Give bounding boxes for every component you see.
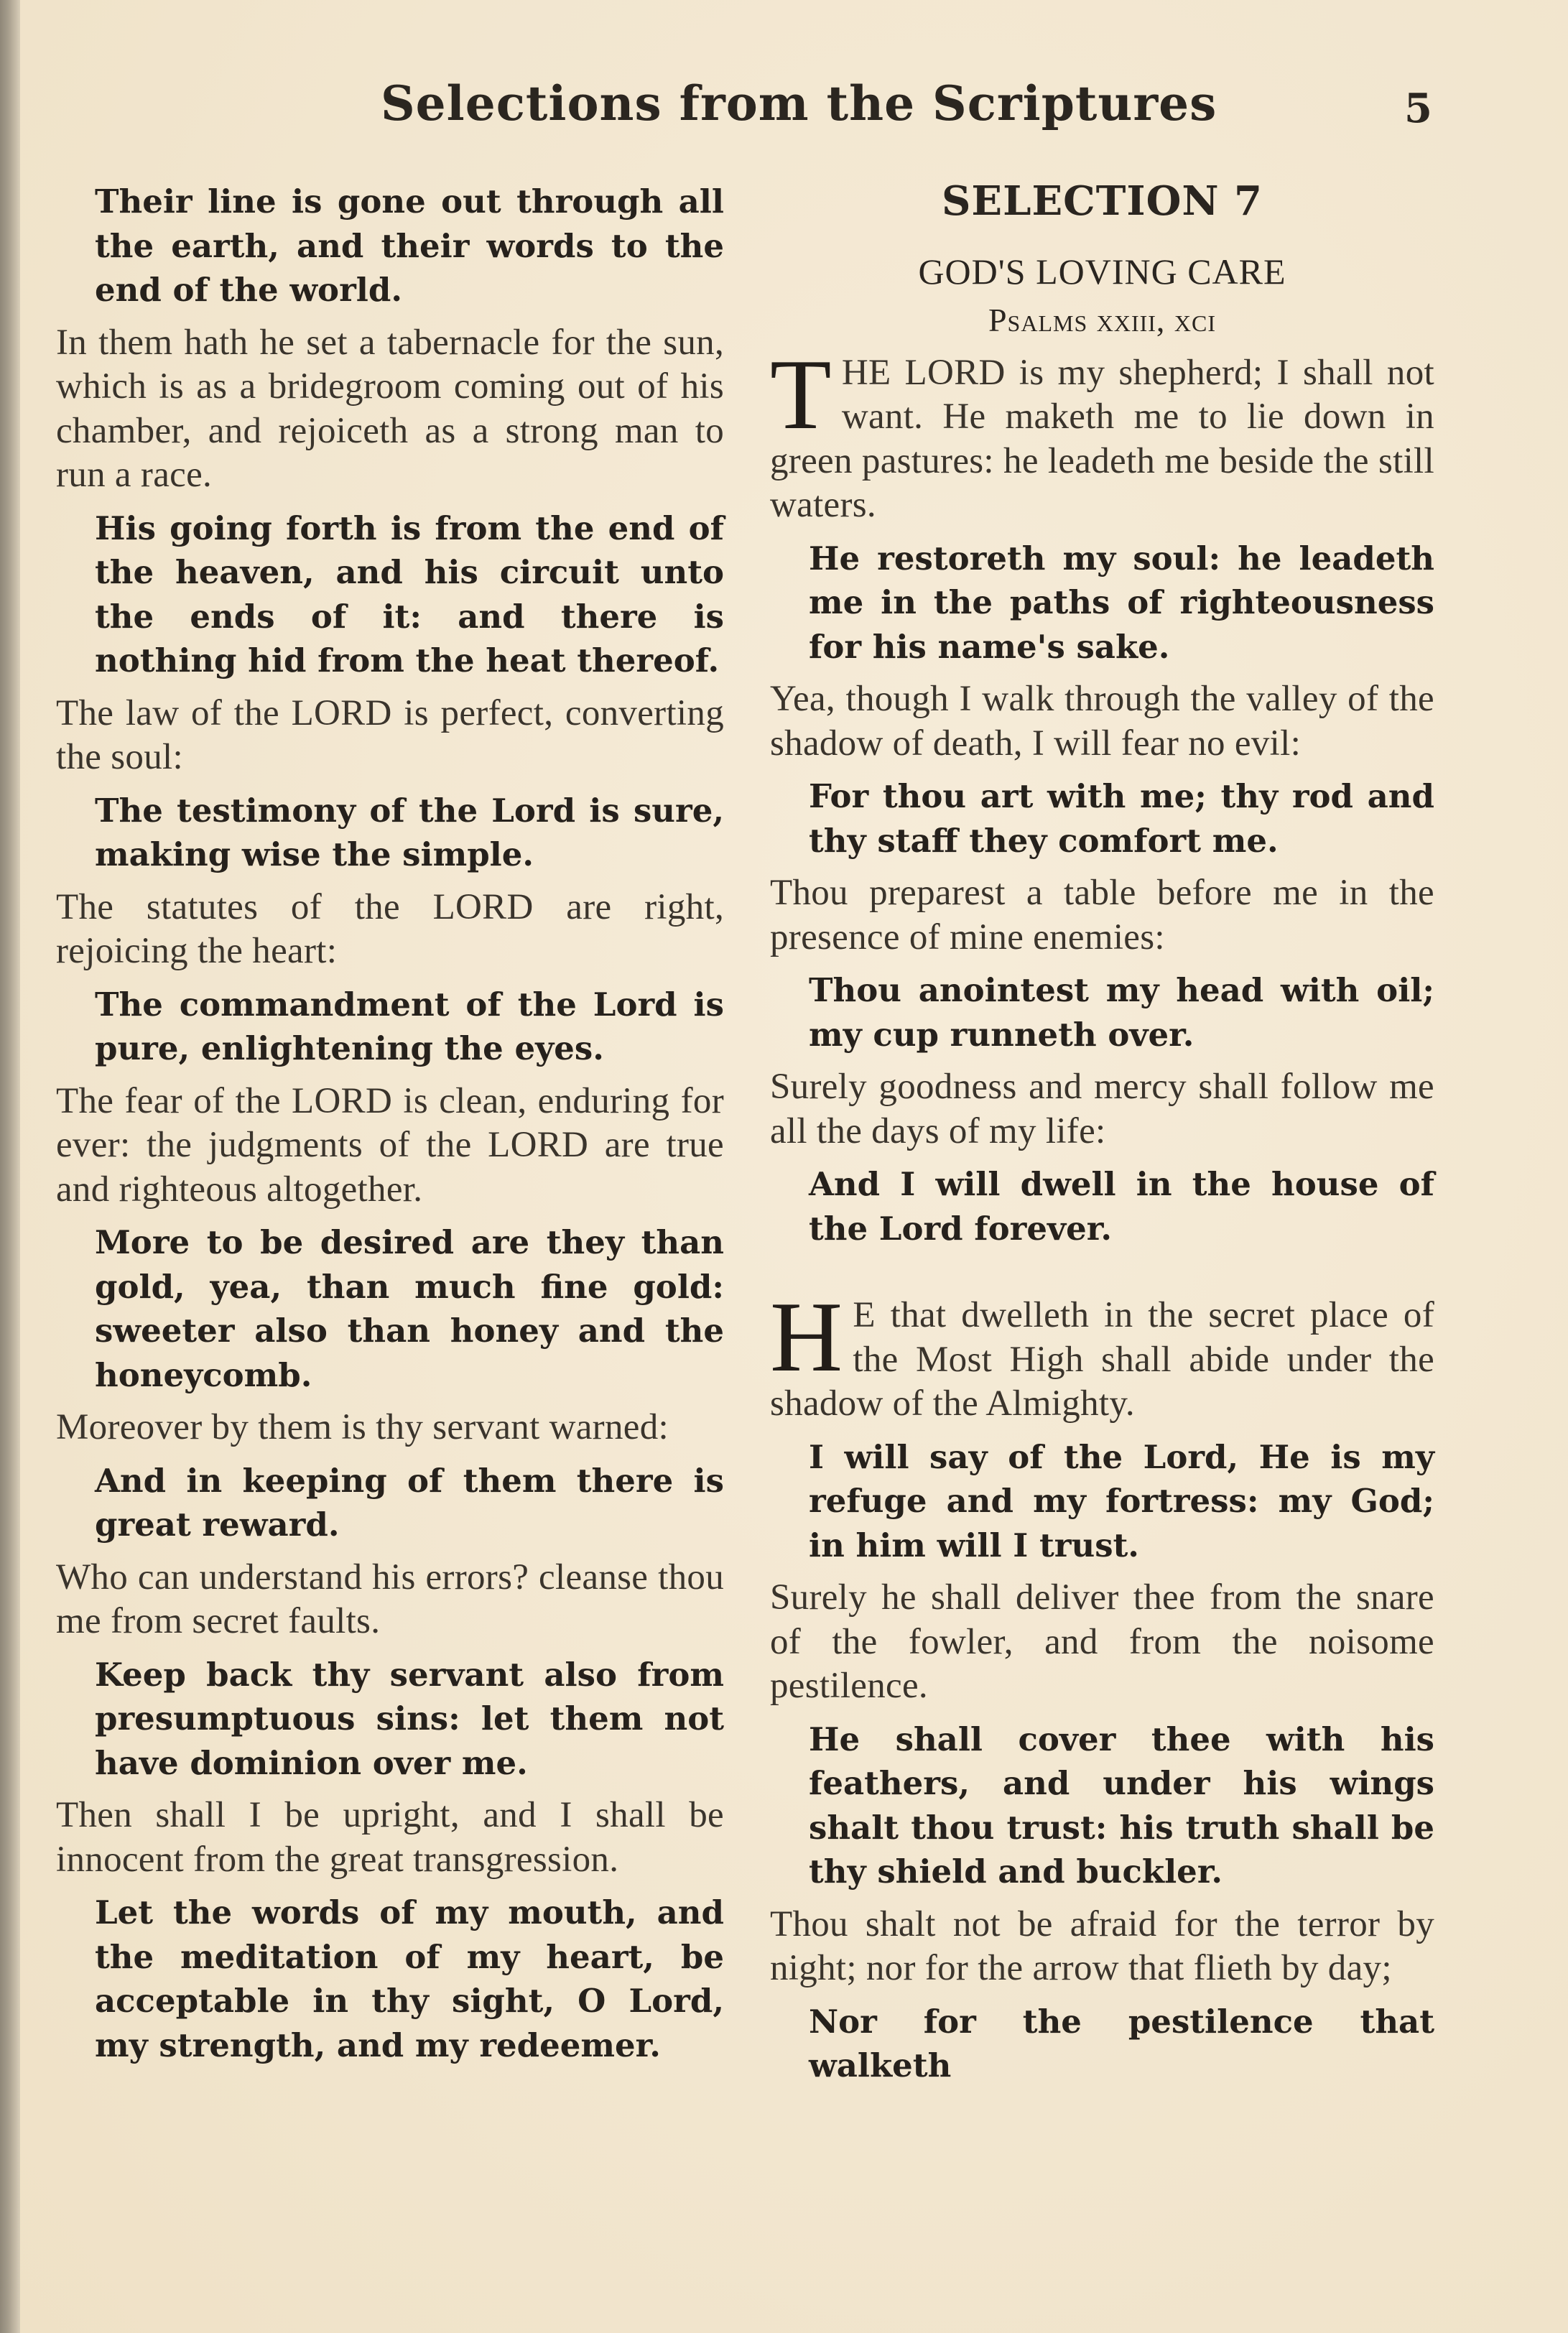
right-column bbox=[770, 177, 1434, 2097]
drop-cap-t: T bbox=[770, 338, 832, 450]
reading-leader: Surely goodness and mercy shall follow me all the days of my life: bbox=[770, 1067, 1434, 1151]
reading-leader: Moreover by them is thy servant warned: bbox=[56, 1407, 669, 1447]
reading-response: Thou anointest my head with oil; my cup runneth over. bbox=[809, 971, 1434, 1054]
left-column bbox=[56, 180, 724, 2076]
reading-response: Let the words of my mouth, and the meditation of my heart, be acceptable in thy sight, O Lord, my strength, and my redeemer. bbox=[95, 1893, 724, 2064]
reading-response: Their line is gone out through all the earth, and their words to the end of the world. bbox=[95, 182, 724, 309]
reading-response: The testimony of the Lord is sure, making wise the simple. bbox=[95, 791, 724, 873]
reading-leader: Yea, though I walk through the valley of the shadow of death, I will fear no evil: bbox=[770, 679, 1434, 764]
reading-leader: The fear of the LORD is clean, enduring for ever: the judgments of the LORD are true and righteous altogether. bbox=[56, 1080, 724, 1210]
reading-response: For thou art with me; thy rod and thy staff they comfort me. bbox=[809, 777, 1434, 860]
psalm-23-opening bbox=[770, 338, 1434, 528]
selection-subtitle: GOD'S LOVING CARE bbox=[918, 251, 1286, 292]
drop-cap-h: H bbox=[770, 1281, 843, 1393]
psalm-91-opening bbox=[770, 1281, 1434, 1427]
section-spacer bbox=[770, 1259, 1434, 1294]
reading-leader: In them hath he set a tabernacle for the sun, which is as a bridegroom coming out of his chamber, and rejoiceth as a strong man to run a race. bbox=[56, 322, 724, 495]
reading-leader: Thou preparest a table before me in the presence of mine enemies: bbox=[770, 873, 1434, 957]
reading-response: I will say of the Lord, He is my refuge and my fortress: my God; in him will I trust. bbox=[809, 1437, 1434, 1564]
reading-response: More to be desired are they than gold, yea, than much fine gold: sweeter also than honey and the honeycomb. bbox=[95, 1223, 724, 1394]
reading-response: The commandment of the Lord is pure, enlightening the eyes. bbox=[95, 985, 724, 1067]
page-number: 5 bbox=[1404, 85, 1432, 132]
reading-leader: The law of the LORD is perfect, converting the soul: bbox=[56, 692, 724, 777]
selection-source: Psalms xxiii, xci bbox=[988, 302, 1217, 338]
psalm-23-opening-text: HE LORD is my shepherd; I shall not want. He maketh me to lie down in green pastures: he leadeth me beside the still waters. bbox=[770, 352, 1434, 525]
reading-response: And I will dwell in the house of the Lord forever. bbox=[809, 1165, 1434, 1248]
reading-response: He restoreth my soul: he leadeth me in the paths of righteousness for his name's sake. bbox=[809, 539, 1434, 666]
reading-leader: Surely he shall deliver thee from the snare of the fowler, and from the noisome pestilence. bbox=[770, 1577, 1434, 1706]
running-title: Selections from the Scriptures bbox=[381, 75, 1217, 131]
reading-response: His going forth is from the end of the heaven, and his circuit unto the ends of it: and there is nothing hid from the heat thereof. bbox=[95, 509, 724, 680]
reading-response: He shall cover thee with his feathers, and under his wings shalt thou trust: his truth shall be thy shield and buckler. bbox=[809, 1720, 1434, 1891]
reading-response: And in keeping of them there is great reward. bbox=[95, 1461, 724, 1544]
reading-response: Keep back thy servant also from presumptuous sins: let them not have dominion over me. bbox=[95, 1655, 724, 1782]
book-gutter-edge bbox=[0, 0, 20, 2333]
reading-leader: Who can understand his errors? cleanse thou me from secret faults. bbox=[56, 1557, 724, 1641]
psalm-91-opening-text: E that dwelleth in the secret place of the Most High shall abide under the shadow of the Almighty. bbox=[770, 1295, 1434, 1424]
reading-leader: The statutes of the LORD are right, rejoicing the heart: bbox=[56, 886, 724, 971]
reading-response: Nor for the pestilence that walketh bbox=[809, 2002, 1434, 2084]
reading-leader: Then shall I be upright, and I shall be innocent from the great transgression. bbox=[56, 1795, 724, 1880]
selection-title: SELECTION 7 bbox=[941, 177, 1263, 225]
reading-leader: Thou shalt not be afraid for the terror by night; nor for the arrow that flieth by day; bbox=[770, 1903, 1434, 1988]
